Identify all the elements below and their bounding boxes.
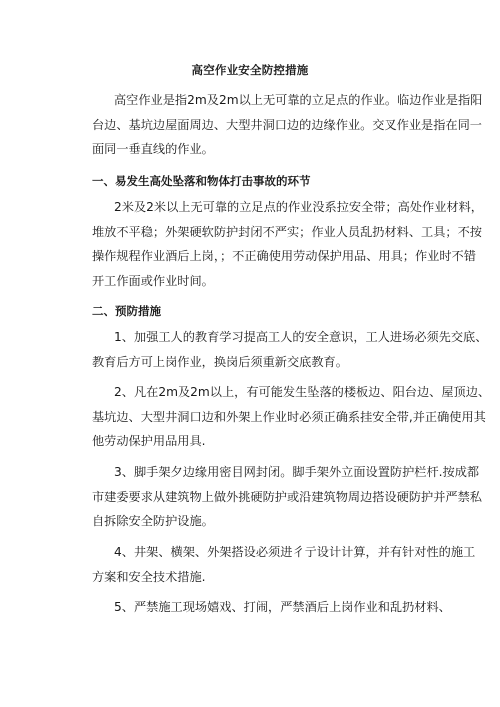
list-item-line: 基坑边、大型井洞口边和外架上作业时必须正确系挂安全带,并正确使用其 xyxy=(92,409,486,424)
list-item xyxy=(92,460,482,534)
list-item-line: 1、加强工人的教育学习提高工人的安全意识，工人进场必须先交底、 xyxy=(114,330,488,344)
page-title: 高空作业安全防控措施 xyxy=(191,63,309,77)
section-heading: 一、易发生高处坠落和物体打击事故的环节 xyxy=(92,174,311,188)
list-item-line: 4、井架、横架、外架搭设必须进彳亍设计计算，并有针对性的施工 xyxy=(114,545,476,559)
section1-line: 开工作面或作业时间。 xyxy=(92,273,214,288)
section1-line: 堆放不平稳；外架硬软防护封闭不严实；作业人员乱扔材料、工具；不按 xyxy=(92,224,482,239)
section-heading: 二、预防措施 xyxy=(92,304,161,318)
section1-paragraph xyxy=(92,195,483,293)
list-item-line: 方案和安全技术措施. xyxy=(92,569,206,584)
list-item xyxy=(92,325,488,374)
section1-line: 2米及2米以上无可靠的立足点的作业没系拉安全带；高处作业材料， xyxy=(114,200,483,214)
list-item-line: 自拆除安全防护设施。 xyxy=(92,514,214,528)
list-item-line: 2、凡在2m及2m以上，有可能发生坠落的楼板边、阳台边、屋顶边、 xyxy=(114,385,491,399)
intro-line: 高空作业是指2m及2m以上无可靠的立足点的作业。临边作业是指阳 xyxy=(114,93,483,107)
list-item-line: 教育后方可上岗作业，换岗后须重新交底教育。 xyxy=(92,354,348,369)
list-item xyxy=(92,540,476,589)
intro-line: 面同一垂直线的作业。 xyxy=(92,142,214,156)
list-item xyxy=(92,380,491,454)
list-item-line: 市建委要求从建筑物上做外挑硬防护或沿建筑物周边搭设硬防护并严禁私 xyxy=(92,489,482,504)
intro-paragraph xyxy=(92,88,483,162)
section1-line: 操作规程作业酒后上岗，；不正确使用劳动保护用品、用具；作业时不错 xyxy=(92,249,476,263)
list-item-line: 5、严禁施工现场嬉戏、打闹，严禁酒后上岗作业和乱扔材料、 xyxy=(114,600,451,614)
intro-line: 台边、基坑边屋面周边、大型井洞口边的边缘作业。交叉作业是指在同一 xyxy=(92,117,482,132)
list-item xyxy=(92,595,451,620)
list-item-line: 他劳动保护用品用具. xyxy=(92,434,206,448)
list-item-line: 3、脚手架夕边缘用密目网封闭。脚手架外立面设置防护栏杆.按成都 xyxy=(114,465,480,479)
